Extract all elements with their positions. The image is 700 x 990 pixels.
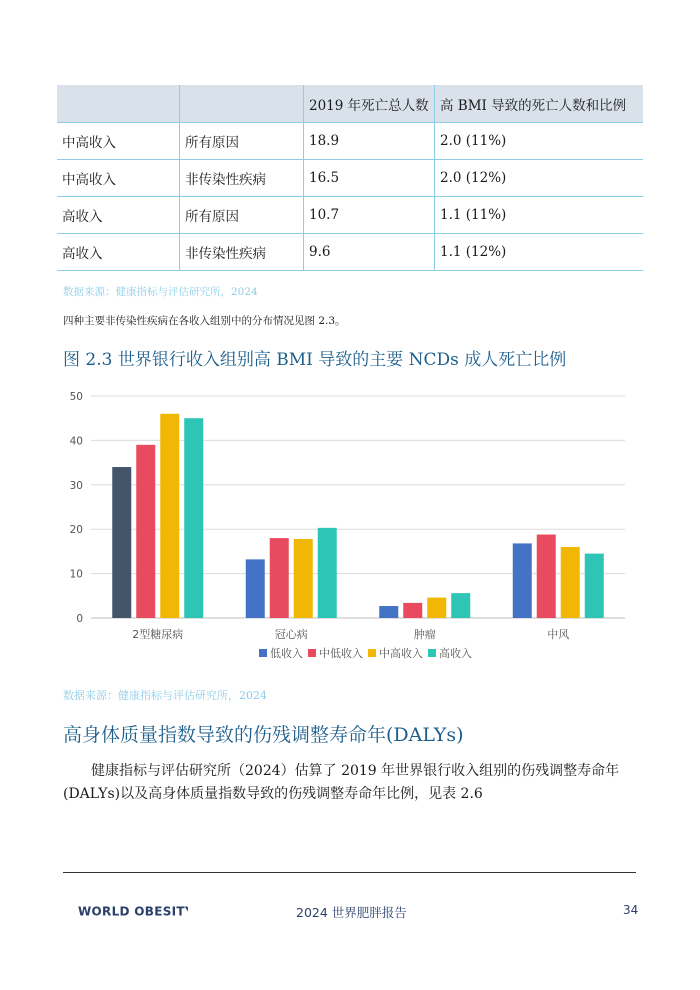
bar	[427, 598, 446, 618]
table-header-cell: 2019 年死亡总人数	[304, 85, 435, 123]
y-tick-label: 40	[69, 435, 83, 448]
y-tick-label: 10	[69, 568, 83, 581]
table-cell: 2.0 (12%)	[435, 160, 644, 197]
paragraph-line-2: (DALYs)以及高身体质量指数导致的伤残调整寿命年比例，见表 2.6	[63, 786, 483, 802]
bar	[403, 603, 422, 618]
table-header-row	[57, 85, 643, 123]
table-row	[57, 234, 643, 271]
logo-mark	[78, 903, 188, 919]
y-tick-label: 50	[69, 391, 83, 403]
bar	[112, 467, 131, 618]
table-row	[57, 197, 643, 234]
x-tick-label: 肿瘤	[413, 628, 436, 641]
bar	[318, 528, 337, 618]
table-cell: 非传染性疾病	[180, 160, 304, 197]
table-row	[57, 123, 643, 160]
table-cell: 10.7	[304, 197, 435, 234]
bar	[270, 538, 289, 618]
bar	[160, 414, 179, 618]
x-tick-label: 中风	[547, 628, 570, 641]
bar	[585, 554, 604, 618]
table-cell: 非传染性疾病	[180, 234, 304, 271]
paragraph-line-1: 健康指标与评估研究所（2024）估算了 2019 年世界银行收入组别的伤残调整寿命年	[91, 763, 620, 779]
figure-title: 图 2.3 世界银行收入组别高 BMI 导致的主要 NCDs 成人死亡比例	[63, 350, 567, 370]
bar	[451, 593, 470, 618]
bar	[136, 445, 155, 618]
table-cell: 所有原因	[180, 123, 304, 160]
figure-intro-note: 四种主要非传染性疾病在各收入组别中的分布情况见图 2.3。	[63, 315, 346, 327]
bar-chart	[55, 382, 645, 676]
bar	[246, 559, 265, 618]
legend-swatch	[259, 649, 267, 657]
table-header-cell: 高 BMI 导致的死亡人数和比例	[435, 85, 644, 123]
x-tick-label: 冠心病	[274, 628, 308, 641]
y-tick-label: 0	[76, 613, 83, 625]
bar	[561, 547, 580, 618]
bar	[513, 543, 532, 618]
bar	[294, 539, 313, 618]
x-tick-label: 2型糖尿病	[132, 628, 184, 641]
footer-report-title: 2024 世界肥胖报告	[296, 905, 407, 920]
chart-source-note: 数据来源：健康指标与评估研究所，2024	[63, 689, 267, 702]
page-number: 34	[623, 903, 639, 917]
table-cell: 16.5	[304, 160, 435, 197]
table-cell: 中高收入	[57, 160, 180, 197]
table-cell: 所有原因	[180, 197, 304, 234]
legend-swatch	[368, 649, 376, 657]
legend-label: 高收入	[439, 647, 472, 660]
table-cell: 1.1 (12%)	[435, 234, 644, 271]
bar	[379, 606, 398, 618]
legend-swatch	[428, 649, 436, 657]
world-obesity-logo	[78, 903, 188, 923]
legend-label: 中低收入	[319, 647, 363, 660]
table-cell: 高收入	[57, 197, 180, 234]
table-cell: 中高收入	[57, 123, 180, 160]
table-row	[57, 160, 643, 197]
table-source-note: 数据来源：健康指标与评估研究所，2024	[63, 286, 258, 298]
footer-divider	[63, 872, 636, 873]
bar	[537, 535, 556, 618]
table-cell: 高收入	[57, 234, 180, 271]
logo-text: WORLD OBESITY	[78, 904, 188, 919]
chart-canvas	[55, 382, 645, 672]
legend-label: 低收入	[270, 647, 303, 660]
bar	[184, 418, 203, 618]
deaths-table	[57, 85, 643, 271]
table-header-cell	[57, 85, 180, 123]
table-cell: 1.1 (11%)	[435, 197, 644, 234]
section-title: 高身体质量指数导致的伤残调整寿命年(DALYs)	[63, 724, 464, 746]
table-header-cell	[180, 85, 304, 123]
legend-label: 中高收入	[379, 647, 423, 660]
legend-swatch	[308, 649, 316, 657]
table-cell: 9.6	[304, 234, 435, 271]
table-cell: 18.9	[304, 123, 435, 160]
y-tick-label: 20	[69, 524, 83, 537]
y-tick-label: 30	[69, 479, 83, 492]
table-cell: 2.0 (11%)	[435, 123, 644, 160]
